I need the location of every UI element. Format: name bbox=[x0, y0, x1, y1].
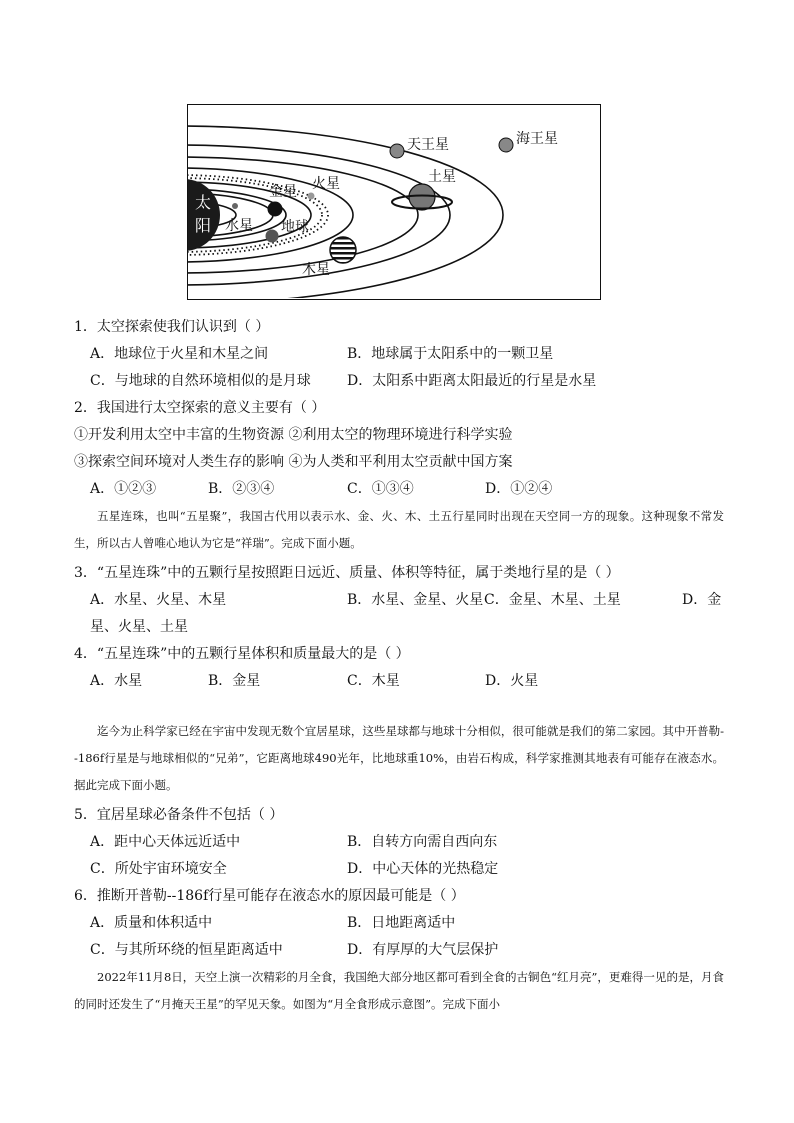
label-earth: 地球 bbox=[281, 219, 309, 235]
q1-option-a: A．地球位于火星和木星之间 bbox=[90, 346, 269, 362]
planet-mars bbox=[308, 193, 315, 200]
q4-stem: 4．“五星连珠”中的五颗行星体积和质量最大的是（ ） bbox=[74, 646, 410, 662]
q3-option-c: C．金星、木星、土星 bbox=[484, 592, 621, 608]
passage-five-planets: 五星连珠，也叫“五星聚”，我国古代用以表示水、金、火、木、土五行星同时出现在天空同一方的现象。这种现象不常发生，所以古人曾唯心地认为它是“祥瑞”。完成下面小题。 bbox=[74, 509, 724, 550]
q1-stem: 1．太空探索使我们认识到（ ） bbox=[74, 319, 270, 335]
q2-statements-2: ③探索空间环境对人类生存的影响 ④为人类和平利用太空贡献中国方案 bbox=[74, 454, 513, 470]
q3-option-a: A．水星、火星、木星 bbox=[90, 592, 227, 608]
q2-statements-1: ①开发利用太空中丰富的生物资源 ②利用太空的物理环境进行科学实验 bbox=[74, 427, 513, 443]
sun-label-2: 阳 bbox=[194, 216, 212, 235]
q6-option-c: C．与其所环绕的恒星距离适中 bbox=[90, 942, 283, 958]
label-neptune: 海王星 bbox=[516, 131, 558, 147]
q1-option-d: D．太阳系中距离太阳最近的行星是水星 bbox=[347, 373, 597, 389]
q1-option-b: B．地球属于太阳系中的一颗卫星 bbox=[347, 346, 554, 362]
q2-option-a: A．①②③ bbox=[90, 481, 157, 497]
q3-option-d-end: 星、火星、土星 bbox=[90, 619, 188, 635]
q3-option-d-start: D．金 bbox=[682, 592, 722, 608]
passage-lunar-eclipse: 2022年11月8日，天空上演一次精彩的月全食，我国绝大部分地区都可看到全食的古铜色“红月亮”，更难得一见的是，月食的同时还发生了“月掩天王星”的罕见天象。如图为“月全食形成示意图”。完成下面小 bbox=[74, 970, 724, 1011]
q6-stem: 6．推断开普勒--186f行星可能存在液态水的原因最可能是（ ） bbox=[74, 888, 465, 904]
label-saturn: 土星 bbox=[428, 169, 456, 185]
q3-stem: 3．“五星连珠”中的五颗行星按照距日远近、质量、体积等特征，属于类地行星的是（ ） bbox=[74, 565, 620, 581]
q5-stem: 5．宜居星球必备条件不包括（ ） bbox=[74, 807, 284, 823]
planet-saturn bbox=[409, 184, 435, 210]
orbit-saturn bbox=[188, 157, 418, 273]
q2-option-c: C．①③④ bbox=[347, 481, 414, 497]
solar-system-diagram bbox=[188, 105, 599, 298]
q2-stem: 2．我国进行太空探索的意义主要有（ ） bbox=[74, 400, 326, 416]
q5-option-a: A．距中心天体远近适中 bbox=[90, 834, 241, 850]
label-uranus: 天王星 bbox=[407, 137, 449, 153]
q6-option-b: B．日地距离适中 bbox=[347, 915, 456, 931]
planet-uranus bbox=[390, 144, 404, 158]
q4-option-d: D．火星 bbox=[485, 673, 539, 689]
q5-option-b: B．自转方向需自西向东 bbox=[347, 834, 498, 850]
label-mercury: 水星 bbox=[225, 218, 253, 234]
q4-option-a: A．水星 bbox=[90, 673, 143, 689]
q5-option-c: C．所处宇宙环境安全 bbox=[90, 861, 227, 877]
planet-mercury bbox=[232, 203, 238, 209]
q2-option-b: B．②③④ bbox=[208, 481, 275, 497]
q2-option-d: D．①②④ bbox=[485, 481, 553, 497]
label-jupiter: 木星 bbox=[302, 262, 330, 278]
label-venus: 金星 bbox=[269, 184, 297, 200]
planet-venus bbox=[268, 202, 283, 217]
q4-option-b: B．金星 bbox=[208, 673, 261, 689]
q4-option-c: C．木星 bbox=[347, 673, 400, 689]
sun-label-1: 太 bbox=[194, 193, 212, 212]
q3-option-b: B．水星、金星、火星 bbox=[347, 592, 484, 608]
planet-earth bbox=[266, 230, 279, 243]
label-mars: 火星 bbox=[312, 176, 340, 192]
q5-option-d: D．中心天体的光热稳定 bbox=[347, 861, 499, 877]
planet-neptune bbox=[499, 138, 513, 152]
solar-system-figure bbox=[187, 104, 601, 300]
passage-habitable-planets: 迄今为止科学家已经在宇宙中发现无数个宜居星球，这些星球都与地球十分相似，很可能就是我们的第二家园。其中开普勒--186f行星是与地球相似的“兄弟”，它距离地球490光年，比地球重10%，由岩石构成，科学家推测其地表有可能存在液态水。据此完成下面小题。 bbox=[74, 724, 724, 792]
q1-option-c: C．与地球的自然环境相似的是月球 bbox=[90, 373, 311, 389]
q6-option-d: D．有厚厚的大气层保护 bbox=[347, 942, 499, 958]
planet-jupiter bbox=[328, 235, 358, 265]
q6-option-a: A．质量和体积适中 bbox=[90, 915, 213, 931]
